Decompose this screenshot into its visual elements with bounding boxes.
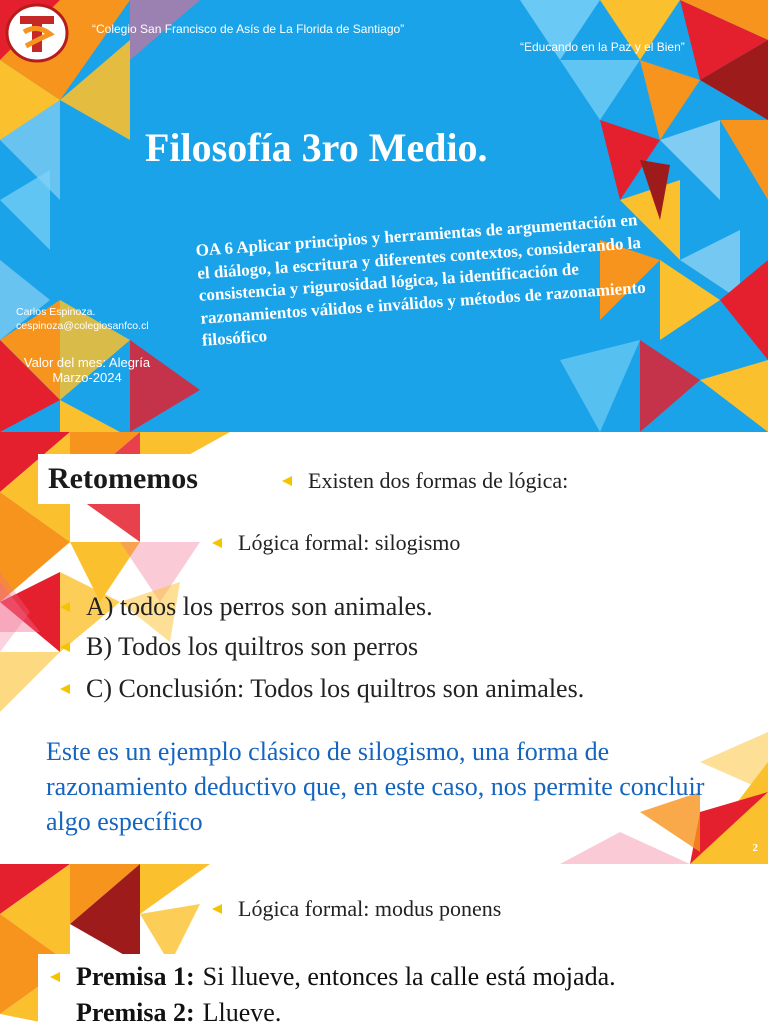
syllogism-slide [0,432,768,864]
bullet-triangle-icon [282,476,292,486]
premise-2-label: Premisa 2: [76,998,195,1024]
bullet-triangle-icon [212,904,222,914]
title-slide [0,0,768,432]
value-of-month-label: Valor del mes: Alegría [23,355,151,370]
premise-2-text: Llueve. [202,998,282,1024]
bullet-formal-logic: Lógica formal: modus ponens [212,896,501,922]
bullet-triangle-icon [60,642,70,652]
slide-title: Filosofía 3ro Medio. [145,125,488,170]
premise-1 [50,962,616,992]
example-explanation: Este es un ejemplo clásico de silogismo, una forma de razonamiento deductivo que, en este caso, nos permite concluir algo específico [46,737,705,836]
slide-date: Marzo-2024 [52,370,122,385]
bullet-forms-intro: Existen dos formas de lógica: [282,468,568,494]
list-item: A) todos los perros son animales. [60,592,433,622]
bullet-triangle-icon [60,684,70,694]
author-name: Carlos Espinoza. [16,306,96,318]
slide-heading: Retomemos [38,454,228,504]
modus-ponens-slide [0,864,768,1024]
bullet-triangle-icon [212,538,222,548]
school-crest-icon [4,2,70,64]
learning-objective: OA 6 Aplicar principios y herramientas de argumentación en el diálogo, la escritura y diferentes contextos, considerando la consistencia y rigurosidad lógica, la identificación de razonamientos válidos e inválidos y métodos de razonamiento filosófico [195,210,647,350]
premise-1-label: Premisa 1: [76,962,195,991]
list-item: C) Conclusión: Todos los quiltros son animales. [60,674,584,704]
page-number: 2 [752,842,758,854]
premise-1-text: Si llueve, entonces la calle está mojada. [202,962,616,991]
author-email: cespinoza@colegiosanfco.cl [16,320,149,332]
list-item: B) Todos los quiltros son perros [60,632,418,662]
bullet-triangle-icon [60,602,70,612]
bullet-triangle-icon [50,972,60,982]
school-motto: “Educando en la Paz y el Bien” [520,40,685,54]
school-name: “Colegio San Francisco de Asís de La Florida de Santiago” [92,22,405,36]
author-info [16,305,149,333]
bullet-formal-logic: Lógica formal: silogismo [212,530,460,556]
value-of-month [12,355,162,385]
premise-2 [76,998,281,1024]
